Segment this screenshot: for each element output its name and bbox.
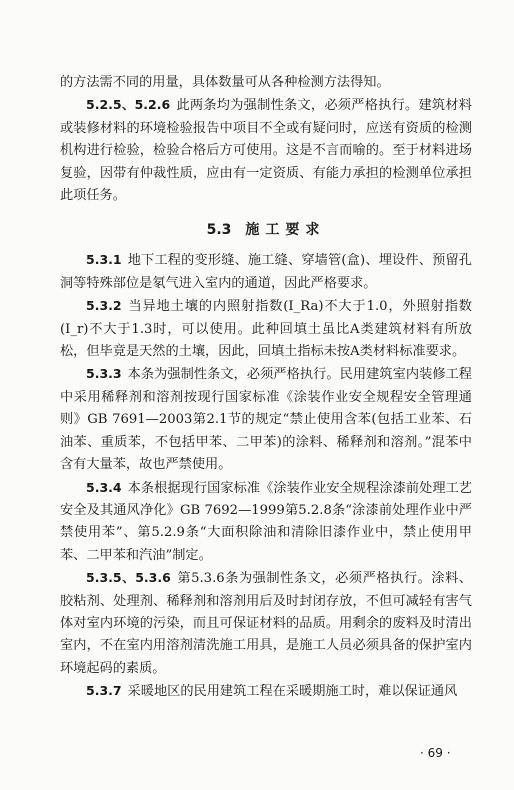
clause-text: 本条为强制性条文，必须严格执行。民用建筑室内装修工程中采用稀释剂和溶剂按现行国家标准《涂装作业安全规程安全管理通则》GB 7691—2003第2.1节的规定“禁止使用含苯(包括工业苯、石油苯、重质苯，不包括甲苯、二甲苯)的涂料、稀释剂和溶剂。”混苯中含有大量苯，故也严禁使用。 [60,367,472,473]
clause-number: 5.3.2 [86,298,122,314]
clause-number: 5.3.3 [86,366,122,382]
section-heading [60,219,472,239]
clause-5-3-2 [60,295,472,363]
clause-5-2-5-5-2-6 [60,94,472,207]
clause-text: 本条根据现行国家标准《涂装作业安全规程涂漆前处理工艺安全及其通风净化》GB 7692—1999第5.2.8条“涂漆前处理作业中严禁使用苯”、第5.2.9条“大面积除油和清除旧漆作业中，禁止使用甲苯、二甲苯和汽油”制定。 [60,480,472,563]
clause-5-3-5-5-3-6 [60,567,472,680]
clause-5-3-1 [60,249,472,295]
clause-text: 采暖地区的民用建筑工程在采暖期施工时，难以保证通风 [127,684,458,700]
clause-number: 5.2.5、5.2.6 [86,97,171,113]
clause-text: 当异地土壤的内照射指数(I_Ra)不大于1.0，外照射指数(I_r)不大于1.3时，可以使用。此种回填土虽比A类建筑材料有所放松，但毕竟是天然的土壤，因此，回填土指标未按A类材料标准要求。 [60,299,472,360]
clause-5-3-3 [60,363,472,476]
clause-text: 此两条均为强制性条文，必须严格执行。建筑材料或装修材料的环境检验报告中项目不全或有疑问时，应送有资质的检测机构进行检验，检验合格后方可使用。这是不言而喻的。至于材料进场复验，因带有仲裁性质，应由有一定资质、有能力承担的检测单位承担此项任务。 [60,98,472,204]
page-number: · 69 · [420,746,451,760]
clause-5-3-7 [60,680,472,703]
clause-number: 5.3.5、5.3.6 [86,570,171,586]
clause-number: 5.3.4 [86,479,122,495]
page-content [60,72,472,704]
clause-5-3-4 [60,477,472,568]
clause-number: 5.3.7 [86,683,122,699]
clause-text: 地下工程的变形缝、施工缝、穿墙管(盒)、埋设件、预留孔洞等特殊部位是氡气进入室内的通道，因此严格要求。 [60,253,472,291]
section-number: 5.3 [206,222,232,239]
paragraph-continued: 的方法需不同的用量，具体数量可从各种检测方法得知。 [60,75,390,90]
clause-text: 第5.3.6条为强制性条文，必须严格执行。涂料、胶粘剂、处理剂、稀释剂和溶剂用后及时封闭存放，不但可减轻有害气体对室内环境的污染，而且可保证材料的品质。用剩余的废料及时清出室内，不在室内用溶剂清洗施工用具，是施工人员必须具备的保护室内环境起码的素质。 [60,571,472,676]
section-title: 施工要求 [245,222,326,239]
clause-number: 5.3.1 [86,252,122,268]
